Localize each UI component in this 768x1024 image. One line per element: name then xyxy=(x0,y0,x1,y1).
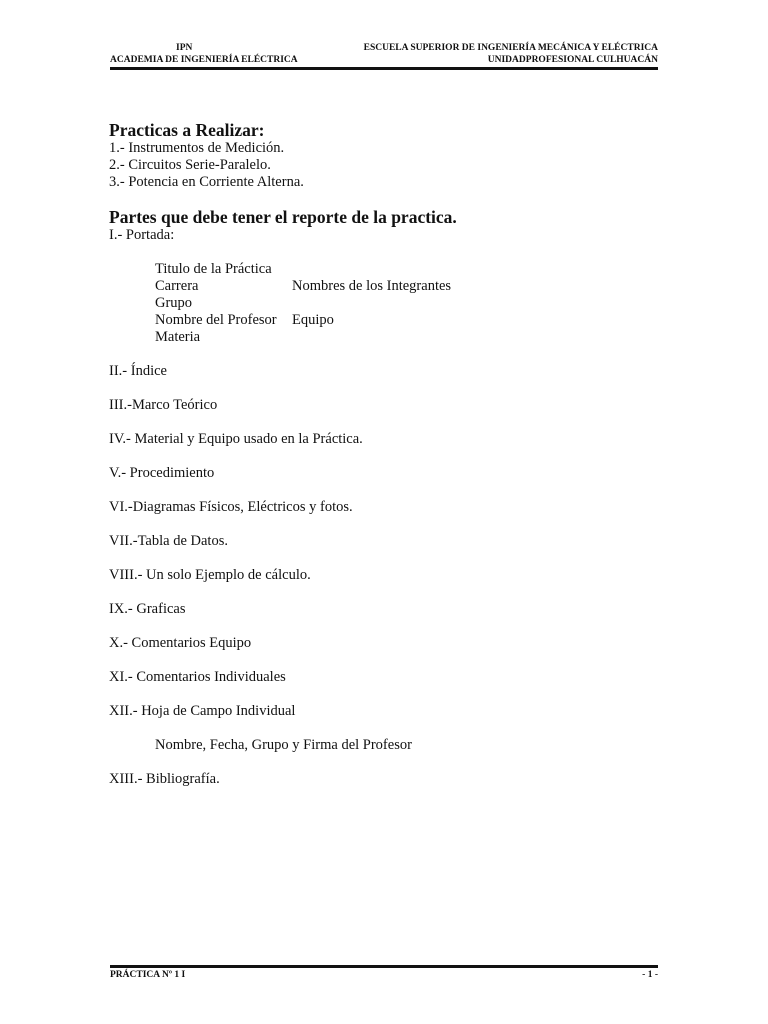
page-footer xyxy=(110,970,658,980)
section-item: VII.-Tabla de Datos. xyxy=(109,533,228,549)
portada-field: Nombres de los Integrantes xyxy=(292,278,452,294)
section-item: II.- Índice xyxy=(109,363,167,379)
portada-field xyxy=(292,329,658,346)
portada-field xyxy=(292,295,658,312)
header-school: ESCUELA SUPERIOR DE INGENIERÍA MECÁNICA Y ELÉCTRICA xyxy=(363,43,658,53)
practica-item: 3.- Potencia en Corriente Alterna. xyxy=(109,174,304,190)
section-item: XI.- Comentarios Individuales xyxy=(109,669,286,685)
header-rule xyxy=(110,67,658,70)
footer-rule xyxy=(110,965,658,968)
portada-field: Equipo xyxy=(292,312,334,328)
practica-item: 2.- Circuitos Serie-Paralelo. xyxy=(109,157,271,173)
portada-field xyxy=(292,261,658,278)
practicas-title: Practicas a Realizar: xyxy=(109,120,265,140)
header-academy: ACADEMIA DE INGENIERÍA ELÉCTRICA xyxy=(110,55,298,65)
header-unit: UNIDADPROFESIONAL CULHUACÁN xyxy=(487,55,658,65)
practica-item: 1.- Instrumentos de Medición. xyxy=(109,140,285,156)
section-item: XII.- Hoja de Campo Individual xyxy=(109,703,296,719)
page-body xyxy=(109,120,658,788)
section-item: III.-Marco Teórico xyxy=(109,397,218,413)
section-item: X.- Comentarios Equipo xyxy=(109,635,252,651)
portada-field: Nombre del Profesor xyxy=(155,312,277,328)
portada-field: Carrera xyxy=(155,278,199,294)
section-item: IX.- Graficas xyxy=(109,601,186,617)
hoja-detail: Nombre, Fecha, Grupo y Firma del Profesor xyxy=(155,737,412,753)
footer-practice-label: PRÁCTICA Nº 1 I xyxy=(110,970,186,980)
section-item: XIII.- Bibliografía. xyxy=(109,771,220,787)
footer-page-number: - 1 - xyxy=(642,970,658,980)
header-institution: IPN xyxy=(176,43,193,53)
portada-field: Grupo xyxy=(155,295,193,311)
portada-field: Titulo de la Práctica xyxy=(155,261,272,277)
section-item: VI.-Diagramas Físicos, Eléctricos y fotos. xyxy=(109,499,353,515)
section-item: V.- Procedimiento xyxy=(109,465,215,481)
section-item: IV.- Material y Equipo usado en la Práctica. xyxy=(109,431,363,447)
reporte-title: Partes que debe tener el reporte de la practica. xyxy=(109,207,457,227)
page-header xyxy=(110,42,658,66)
portada-field: Materia xyxy=(155,329,201,345)
portada-fields xyxy=(109,261,658,346)
section-item: VIII.- Un solo Ejemplo de cálculo. xyxy=(109,567,311,583)
section-portada: I.- Portada: xyxy=(109,227,175,243)
